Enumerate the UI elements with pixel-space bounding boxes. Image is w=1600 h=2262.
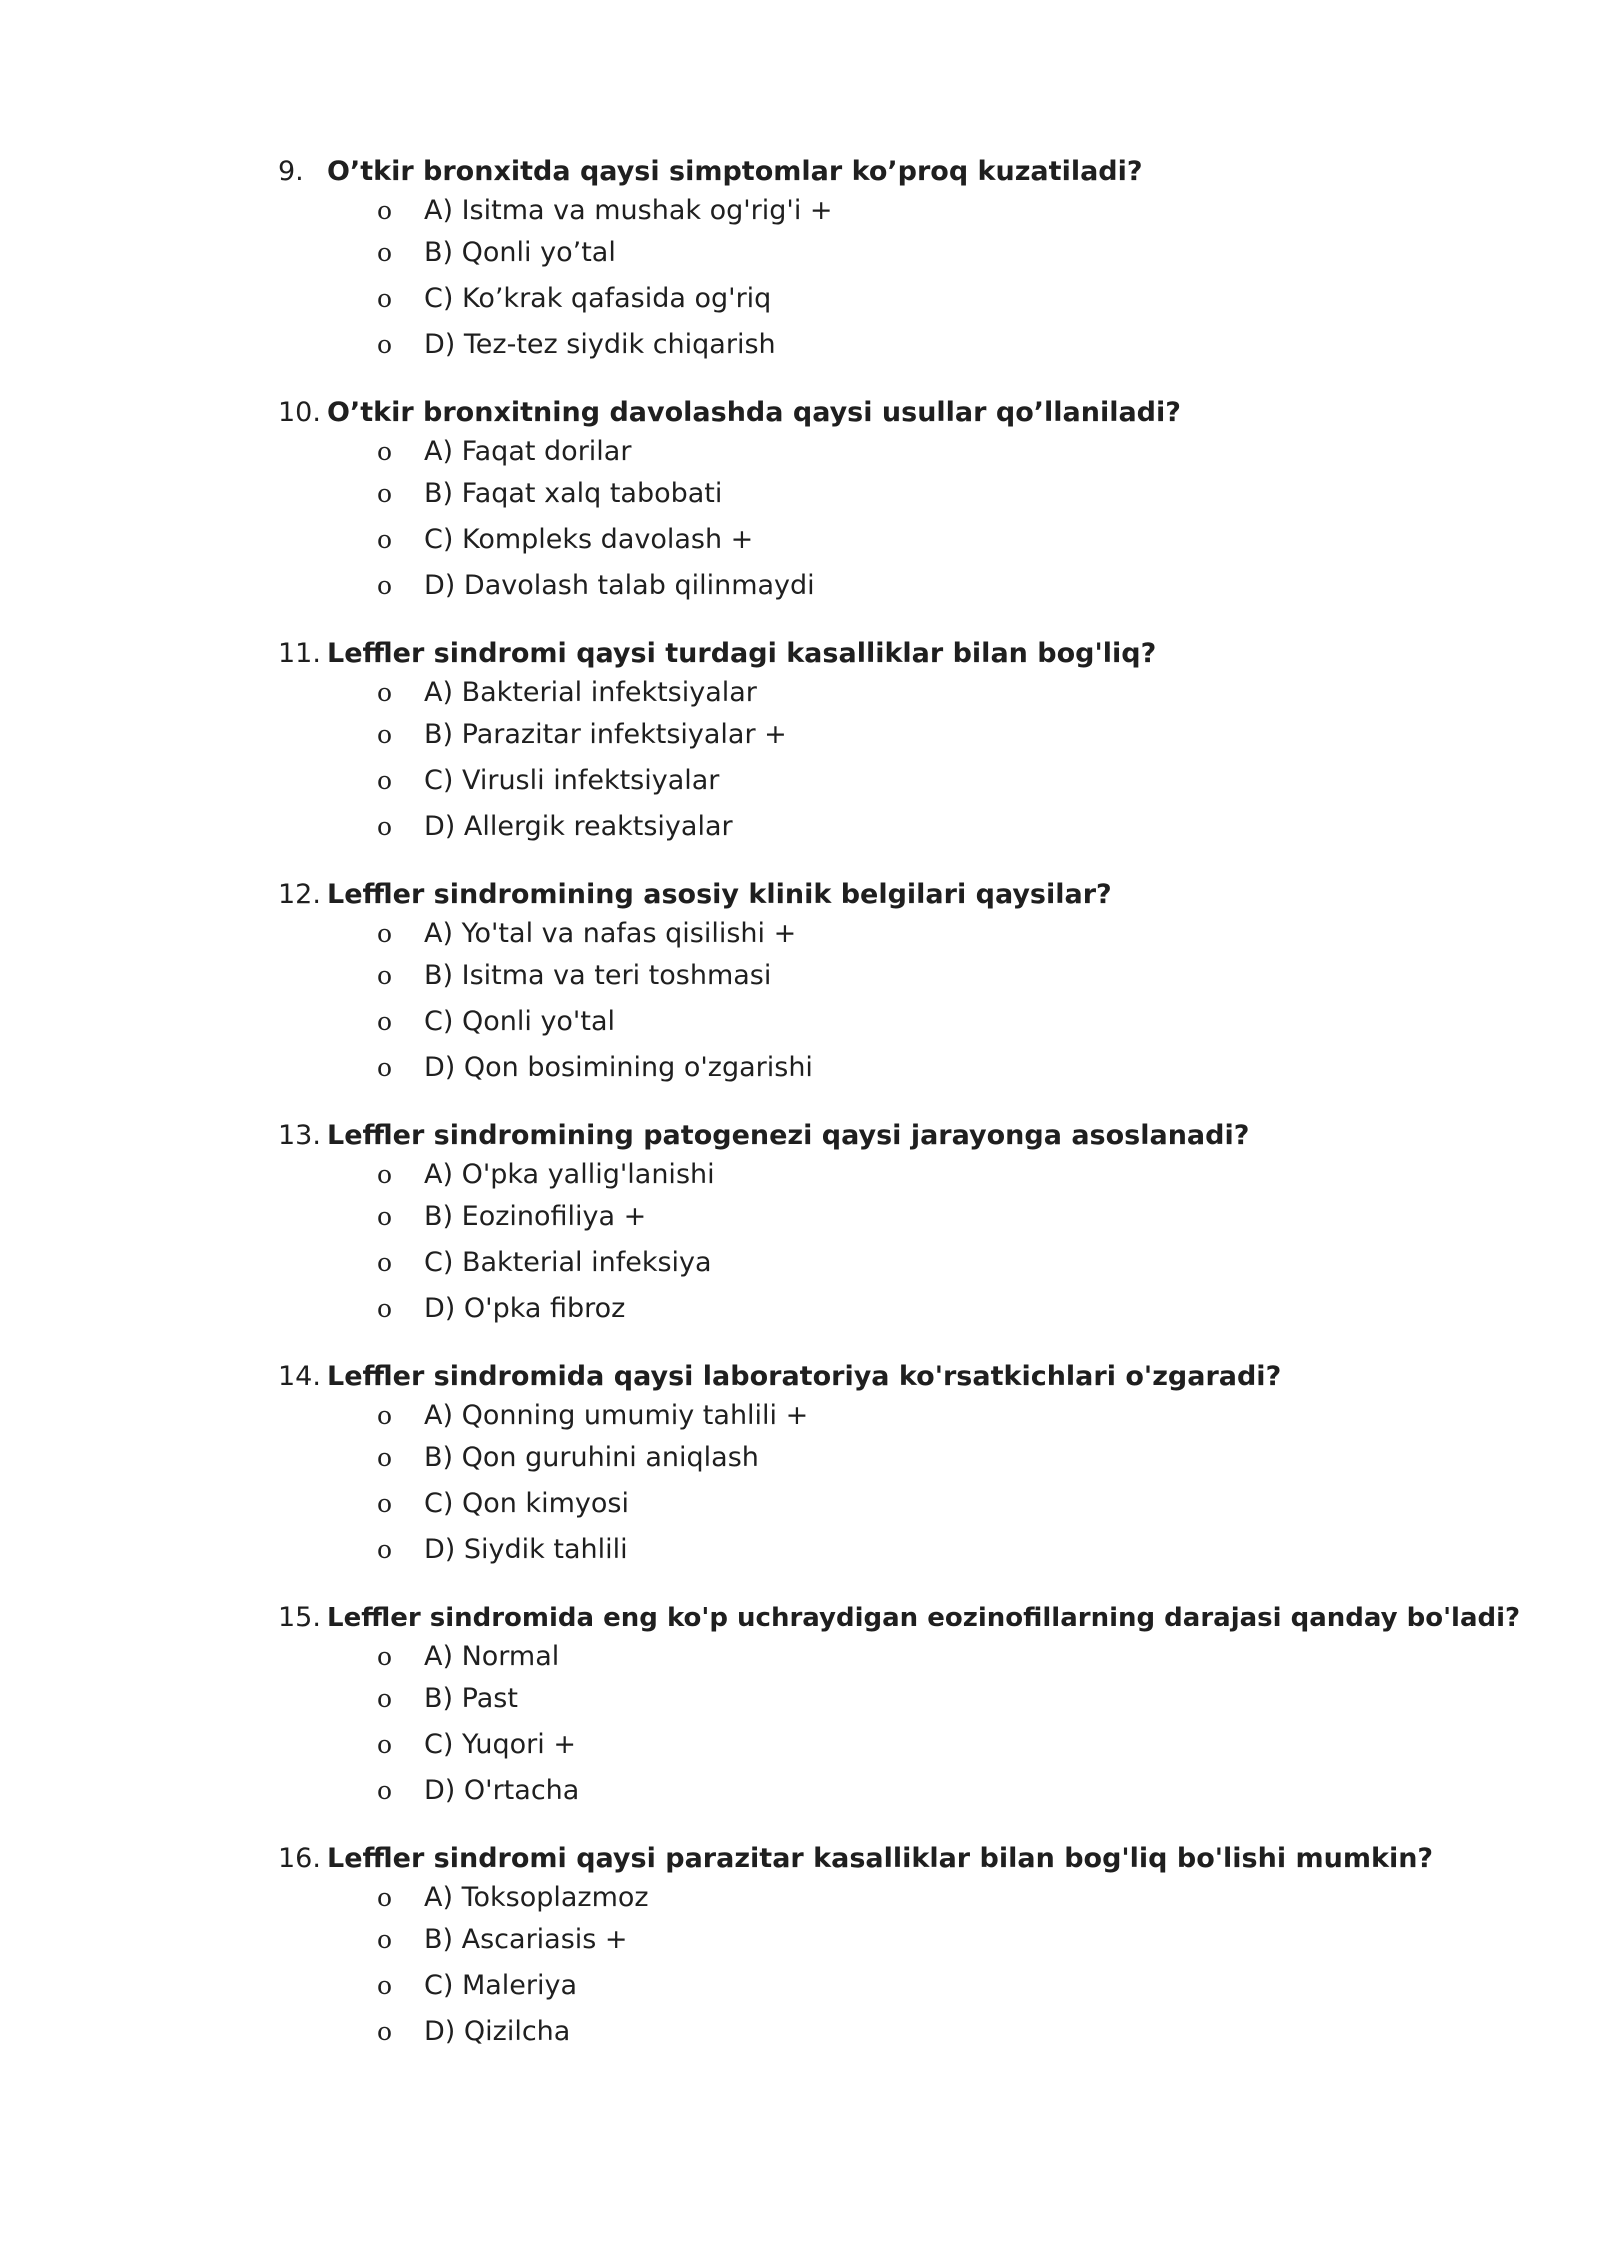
bullet-icon: o [377, 1443, 393, 1472]
bullet-icon: o [377, 678, 393, 707]
option-text: A) Yo'tal va nafas qisilishi + [424, 918, 797, 949]
question-heading [0, 634, 1600, 674]
option-text: B) Parazitar infektsiyalar + [424, 719, 787, 750]
bullet-icon: o [377, 1007, 393, 1036]
bullet-icon: o [377, 479, 393, 508]
bullet-icon: o [377, 1053, 393, 1082]
question-13 [0, 1116, 1600, 1332]
option-item [0, 433, 1600, 471]
option-text: A) Bakterial infektsiyalar [424, 677, 757, 708]
option-text: A) Qonning umumiy tahlili + [424, 1400, 809, 1431]
option-item [0, 1156, 1600, 1194]
option-text: C) Maleriya [424, 1970, 578, 2001]
bullet-icon: o [377, 2017, 393, 2046]
question-10 [0, 393, 1600, 609]
option-item [0, 1527, 1600, 1573]
bullet-icon: o [377, 919, 393, 948]
question-text: Leffler sindromida qaysi laboratoriya ko'rsatkichlari o'zgaradi? [327, 1361, 1282, 1392]
bullet-icon: o [377, 437, 393, 466]
question-text: Leffler sindromi qaysi turdagi kasalliklar bilan bog'liq? [327, 638, 1157, 669]
bullet-icon: o [377, 720, 393, 749]
option-text: B) Ascariasis + [424, 1924, 628, 1955]
option-text: D) Siydik tahlili [424, 1534, 628, 1565]
bullet-icon: o [377, 1776, 393, 1805]
option-item [0, 322, 1600, 368]
option-item [0, 1879, 1600, 1917]
option-item [0, 804, 1600, 850]
option-item [0, 1194, 1600, 1240]
question-text: Leffler sindromining patogenezi qaysi jarayonga asoslanadi? [327, 1120, 1250, 1151]
option-text: C) Qon kimyosi [424, 1488, 629, 1519]
option-item [0, 1397, 1600, 1435]
option-item [0, 1917, 1600, 1963]
question-15 [0, 1598, 1600, 1814]
question-number: 9. [278, 156, 304, 187]
option-item [0, 517, 1600, 563]
option-text: B) Isitma va teri toshmasi [424, 960, 772, 991]
option-text: D) Allergik reaktsiyalar [424, 811, 733, 842]
option-item [0, 999, 1600, 1045]
option-text: B) Eozinofiliya + [424, 1201, 647, 1232]
question-16 [0, 1839, 1600, 2055]
question-number: 16. [278, 1843, 321, 1874]
bullet-icon: o [377, 1684, 393, 1713]
option-text: C) Ko’krak qafasida og'riq [424, 283, 772, 314]
option-text: A) Faqat dorilar [424, 436, 632, 467]
bullet-icon: o [377, 1925, 393, 1954]
question-heading [0, 1116, 1600, 1156]
bullet-icon: o [377, 1971, 393, 2000]
bullet-icon: o [377, 196, 393, 225]
option-text: B) Qon guruhini aniqlash [424, 1442, 759, 1473]
option-text: D) Davolash talab qilinmaydi [424, 570, 815, 601]
option-item [0, 1768, 1600, 1814]
question-heading [0, 1357, 1600, 1397]
option-text: C) Qonli yo'tal [424, 1006, 615, 1037]
option-item [0, 674, 1600, 712]
question-heading [0, 1839, 1600, 1879]
option-text: B) Qonli yo’tal [424, 237, 616, 268]
bullet-icon: o [377, 284, 393, 313]
option-item [0, 1286, 1600, 1332]
bullet-icon: o [377, 525, 393, 554]
option-item [0, 1676, 1600, 1722]
question-heading [0, 152, 1600, 192]
question-text: O’tkir bronxitning davolashda qaysi usullar qo’llaniladi? [327, 397, 1181, 428]
option-text: D) Qizilcha [424, 2016, 571, 2047]
bullet-icon: o [377, 1535, 393, 1564]
question-number: 13. [278, 1120, 321, 1151]
option-item [0, 1481, 1600, 1527]
question-heading [0, 393, 1600, 433]
option-text: C) Bakterial infeksiya [424, 1247, 712, 1278]
bullet-icon: o [377, 1489, 393, 1518]
question-number: 15. [278, 1602, 321, 1633]
option-item [0, 2009, 1600, 2055]
option-text: B) Faqat xalq tabobati [424, 478, 723, 509]
option-text: D) O'rtacha [424, 1775, 580, 1806]
bullet-icon: o [377, 1883, 393, 1912]
option-text: A) Toksoplazmoz [424, 1882, 649, 1913]
option-text: B) Past [424, 1683, 518, 1714]
option-item [0, 953, 1600, 999]
option-text: C) Virusli infektsiyalar [424, 765, 720, 796]
option-item [0, 563, 1600, 609]
question-text: Leffler sindromida eng ko'p uchraydigan eozinofillarning darajasi qanday bo'ladi? [327, 1603, 1521, 1633]
bullet-icon: o [377, 238, 393, 267]
bullet-icon: o [377, 330, 393, 359]
question-number: 10. [278, 397, 321, 428]
question-heading [0, 875, 1600, 915]
option-item [0, 712, 1600, 758]
option-item [0, 1435, 1600, 1481]
question-number: 14. [278, 1361, 321, 1392]
option-text: D) Tez-tez siydik chiqarish [424, 329, 776, 360]
question-text: Leffler sindromi qaysi parazitar kasalliklar bilan bog'liq bo'lishi mumkin? [327, 1843, 1434, 1874]
bullet-icon: o [377, 1401, 393, 1430]
bullet-icon: o [377, 812, 393, 841]
bullet-icon: o [377, 766, 393, 795]
bullet-icon: o [377, 1294, 393, 1323]
option-item [0, 1963, 1600, 2009]
question-number: 11. [278, 638, 321, 669]
option-item [0, 1638, 1600, 1676]
bullet-icon: o [377, 1248, 393, 1277]
question-9 [0, 152, 1600, 368]
bullet-icon: o [377, 1202, 393, 1231]
option-text: A) Isitma va mushak og'rig'i + [424, 195, 833, 226]
option-text: A) O'pka yallig'lanishi [424, 1159, 715, 1190]
option-item [0, 758, 1600, 804]
option-item [0, 1240, 1600, 1286]
question-text: Leffler sindromining asosiy klinik belgilari qaysilar? [327, 879, 1112, 910]
question-11 [0, 634, 1600, 850]
question-text: O’tkir bronxitda qaysi simptomlar ko’proq kuzatiladi? [327, 156, 1143, 187]
bullet-icon: o [377, 961, 393, 990]
question-heading [0, 1598, 1600, 1638]
bullet-icon: o [377, 571, 393, 600]
option-item [0, 192, 1600, 230]
option-text: C) Yuqori + [424, 1729, 576, 1760]
bullet-icon: o [377, 1642, 393, 1671]
option-item [0, 471, 1600, 517]
option-item [0, 1045, 1600, 1091]
option-text: C) Kompleks davolash + [424, 524, 754, 555]
option-item [0, 276, 1600, 322]
question-12 [0, 875, 1600, 1091]
option-item [0, 1722, 1600, 1768]
bullet-icon: o [377, 1160, 393, 1189]
option-text: D) O'pka fibroz [424, 1293, 626, 1324]
option-text: D) Qon bosimining o'zgarishi [424, 1052, 813, 1083]
bullet-icon: o [377, 1730, 393, 1759]
question-number: 12. [278, 879, 321, 910]
question-14 [0, 1357, 1600, 1573]
option-item [0, 915, 1600, 953]
option-text: A) Normal [424, 1641, 560, 1672]
option-item [0, 230, 1600, 276]
